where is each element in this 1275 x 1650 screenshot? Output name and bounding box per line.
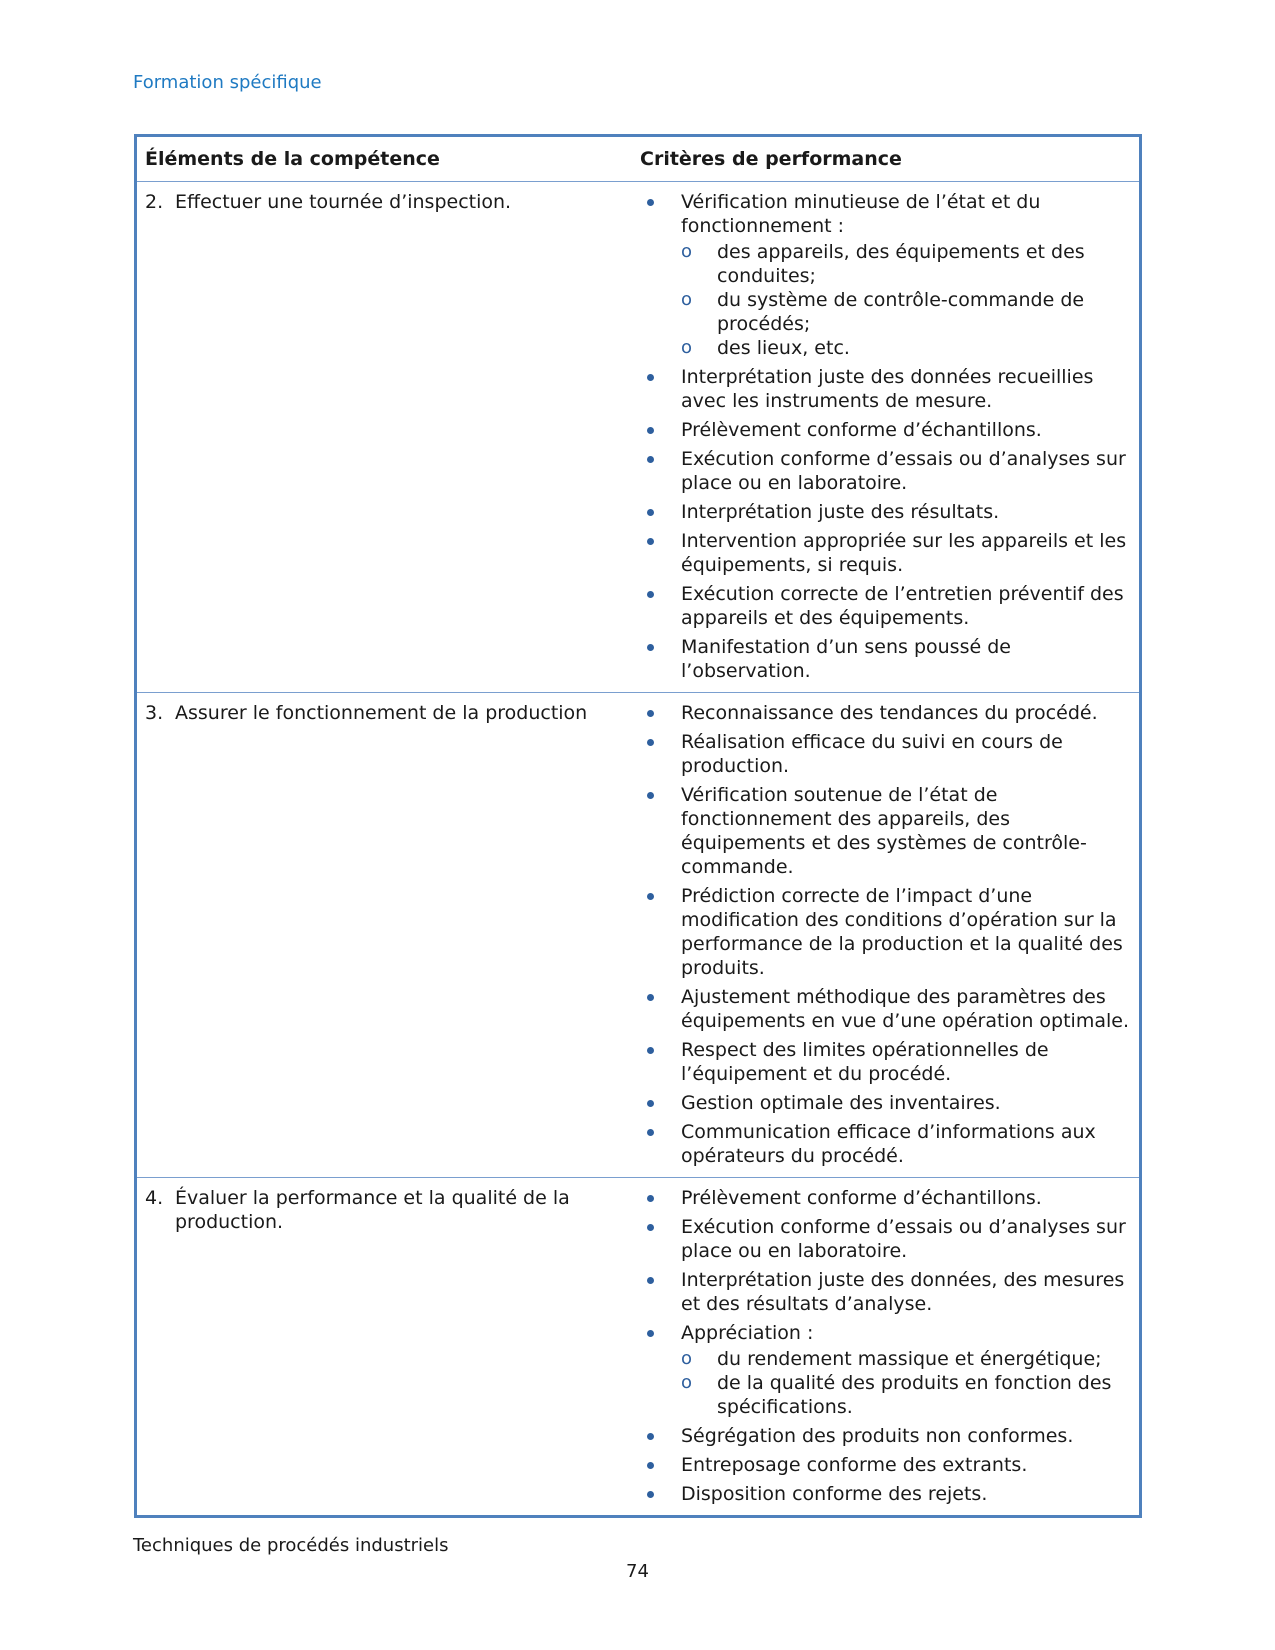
criteria-list [640, 190, 1131, 683]
criteria-item: Vérification soutenue de l’état de fonctionnement des appareils, des équipements et des systèmes de contrôle-commande. [640, 783, 1131, 879]
criteria-item: Prélèvement conforme d’échantillons. [640, 418, 1131, 442]
criteria-item: Exécution conforme d’essais ou d’analyses sur place ou en laboratoire. [640, 447, 1131, 495]
criteria-item [640, 190, 1131, 360]
criteria-item: Exécution correcte de l’entretien préventif des appareils et des équipements. [640, 582, 1131, 630]
element-cell [137, 693, 634, 1177]
criteria-list [640, 1186, 1131, 1506]
criteria-list [640, 701, 1131, 1168]
criteria-subitem: o du système de contrôle-commande de procédés; [681, 288, 1131, 336]
element-text: Effectuer une tournée d’inspection. [175, 191, 512, 213]
criteria-item: Disposition conforme des rejets. [640, 1482, 1131, 1506]
element-cell [137, 1178, 634, 1515]
element-number: 2. [145, 191, 164, 213]
criteria-cell [634, 182, 1139, 692]
element-text: Assurer le fonctionnement de la production [175, 702, 588, 724]
criteria-cell [634, 1178, 1139, 1515]
criteria-item: Manifestation d’un sens poussé de l’observation. [640, 635, 1131, 683]
column-header-elements: Éléments de la compétence [145, 148, 440, 170]
table-row [137, 181, 1139, 692]
criteria-item: Exécution conforme d’essais ou d’analyses sur place ou en laboratoire. [640, 1215, 1131, 1263]
table-header-row [137, 137, 1139, 181]
criteria-item: Reconnaissance des tendances du procédé. [640, 701, 1131, 725]
page-number: 74 [626, 1561, 649, 1582]
criteria-item: Communication efficace d’informations aux opérateurs du procédé. [640, 1120, 1131, 1168]
element-number: 3. [145, 702, 164, 724]
criteria-subitem: o des lieux, etc. [681, 336, 1131, 360]
criteria-item: Interprétation juste des résultats. [640, 500, 1131, 524]
criteria-item: Prélèvement conforme d’échantillons. [640, 1186, 1131, 1210]
criteria-text: Appréciation : [681, 1322, 814, 1344]
criteria-subitem: o du rendement massique et énergétique; [681, 1347, 1131, 1371]
criteria-item: Gestion optimale des inventaires. [640, 1091, 1131, 1115]
criteria-subitem: o des appareils, des équipements et des conduites; [681, 240, 1131, 288]
criteria-cell [634, 693, 1139, 1177]
element-number: 4. [145, 1187, 164, 1209]
page-header-title: Formation spécifique [133, 72, 322, 93]
element-text: Évaluer la performance et la qualité de la production. [175, 1187, 570, 1233]
criteria-subitem: o de la qualité des produits en fonction des spécifications. [681, 1371, 1131, 1419]
table-row [137, 1177, 1139, 1515]
footer-title: Techniques de procédés industriels [133, 1535, 449, 1556]
element-item [145, 190, 624, 214]
criteria-sublist [681, 240, 1131, 360]
element-item [145, 1186, 624, 1234]
element-cell [137, 182, 634, 692]
criteria-item: Ségrégation des produits non conformes. [640, 1424, 1131, 1448]
criteria-sublist [681, 1347, 1131, 1419]
column-header-criteria: Critères de performance [640, 148, 902, 170]
criteria-item: Prédiction correcte de l’impact d’une modification des conditions d’opération sur la performance de la production et la qualité des produits. [640, 884, 1131, 980]
criteria-item: Interprétation juste des données recueillies avec les instruments de mesure. [640, 365, 1131, 413]
criteria-item [640, 1321, 1131, 1419]
competence-table [134, 134, 1142, 1518]
criteria-text: Vérification minutieuse de l’état et du fonctionnement : [681, 191, 1041, 237]
criteria-item: Intervention appropriée sur les appareils et les équipements, si requis. [640, 529, 1131, 577]
criteria-item: Entreposage conforme des extrants. [640, 1453, 1131, 1477]
table-row [137, 692, 1139, 1177]
criteria-item: Respect des limites opérationnelles de l’équipement et du procédé. [640, 1038, 1131, 1086]
criteria-item: Réalisation efficace du suivi en cours de production. [640, 730, 1131, 778]
criteria-item: Ajustement méthodique des paramètres des équipements en vue d’une opération optimale. [640, 985, 1131, 1033]
criteria-item: Interprétation juste des données, des mesures et des résultats d’analyse. [640, 1268, 1131, 1316]
element-item [145, 701, 624, 725]
